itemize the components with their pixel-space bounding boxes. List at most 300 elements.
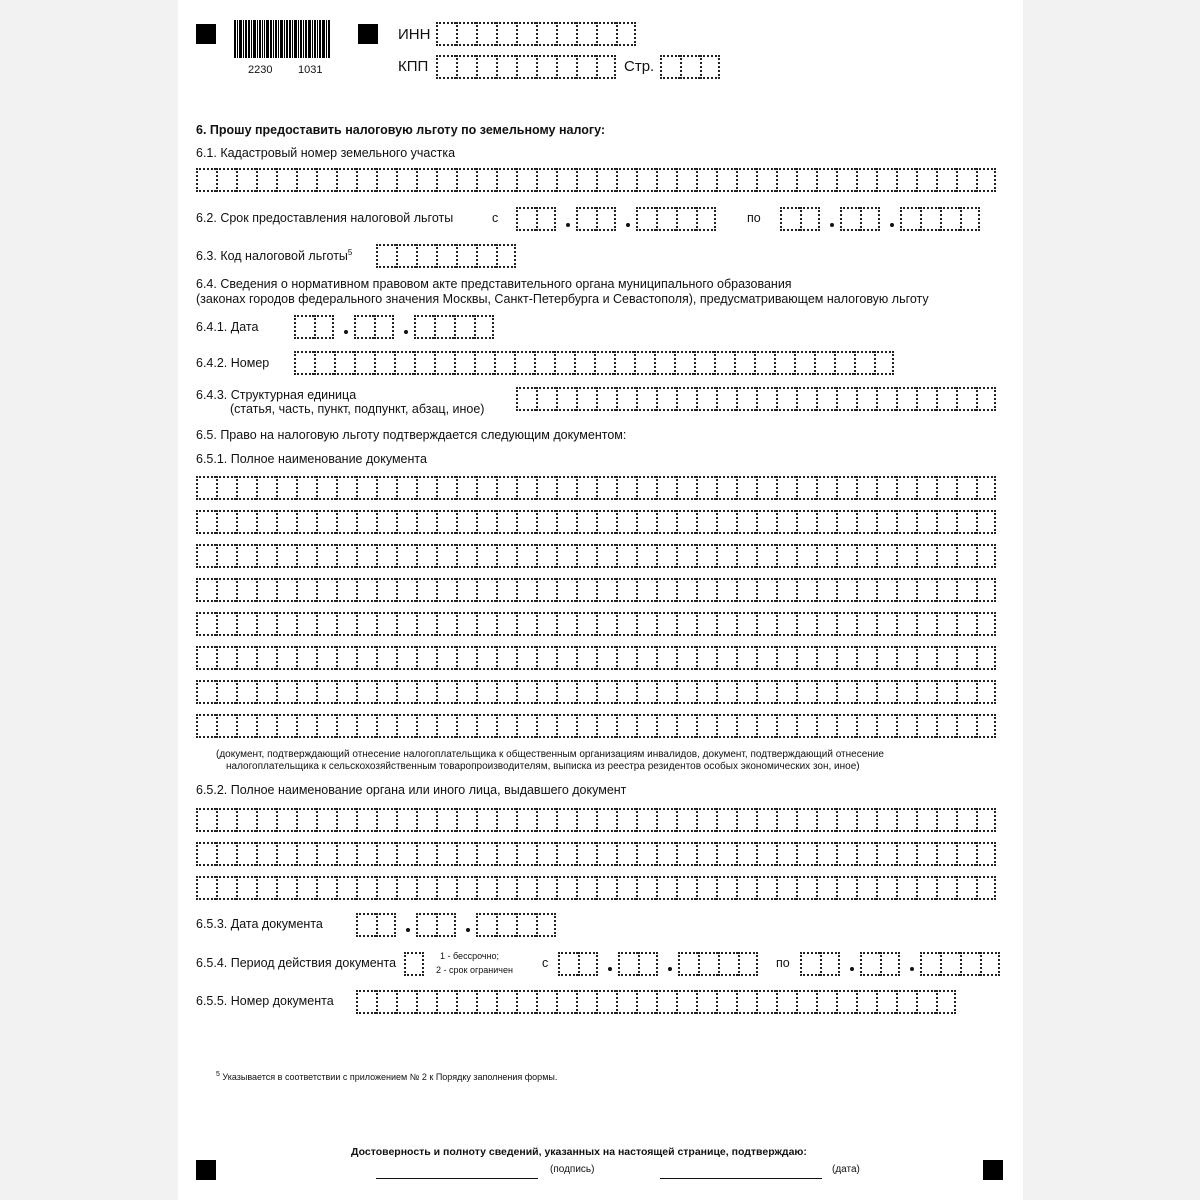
char-cell[interactable] (596, 476, 616, 500)
char-cell[interactable] (336, 646, 356, 670)
char-cell[interactable] (436, 646, 456, 670)
char-cell[interactable] (896, 680, 916, 704)
char-cell[interactable] (736, 646, 756, 670)
char-cell[interactable] (794, 351, 814, 375)
char-cell[interactable] (376, 808, 396, 832)
char-cell[interactable] (976, 612, 996, 636)
char-cell[interactable] (536, 612, 556, 636)
char-cell[interactable] (536, 55, 556, 79)
char-cell[interactable] (696, 544, 716, 568)
char-cell[interactable] (276, 612, 296, 636)
char-cell[interactable] (696, 168, 716, 192)
char-cell[interactable] (976, 646, 996, 670)
char-cell[interactable] (494, 351, 514, 375)
char-cell[interactable] (476, 578, 496, 602)
char-cell[interactable] (656, 876, 676, 900)
issuing-authority-row[interactable] (196, 876, 996, 900)
char-cell[interactable] (876, 544, 896, 568)
char-cell[interactable] (336, 808, 356, 832)
char-cell[interactable] (276, 510, 296, 534)
char-cell[interactable] (416, 913, 436, 937)
char-cell[interactable] (476, 680, 496, 704)
char-cell[interactable] (836, 612, 856, 636)
char-cell[interactable] (676, 680, 696, 704)
char-cell[interactable] (716, 646, 736, 670)
char-cell[interactable] (476, 244, 496, 268)
char-cell[interactable] (334, 351, 354, 375)
char-cell[interactable] (456, 876, 476, 900)
char-cell[interactable] (496, 913, 516, 937)
char-cell[interactable] (796, 387, 816, 411)
char-cell[interactable] (596, 168, 616, 192)
char-cell[interactable] (216, 578, 236, 602)
char-cell[interactable] (836, 842, 856, 866)
char-cell[interactable] (356, 510, 376, 534)
act-number-boxes[interactable] (294, 351, 894, 375)
char-cell[interactable] (536, 646, 556, 670)
char-cell[interactable] (656, 207, 676, 231)
char-cell[interactable] (296, 510, 316, 534)
char-cell[interactable] (816, 510, 836, 534)
char-cell[interactable] (416, 842, 436, 866)
char-cell[interactable] (736, 168, 756, 192)
char-cell[interactable] (496, 680, 516, 704)
char-cell[interactable] (796, 646, 816, 670)
char-cell[interactable] (256, 578, 276, 602)
char-cell[interactable] (936, 876, 956, 900)
char-cell[interactable] (936, 387, 956, 411)
char-cell[interactable] (674, 351, 694, 375)
char-cell[interactable] (276, 714, 296, 738)
char-cell[interactable] (636, 476, 656, 500)
char-cell[interactable] (816, 876, 836, 900)
char-cell[interactable] (956, 476, 976, 500)
char-cell[interactable] (776, 842, 796, 866)
char-cell[interactable] (536, 510, 556, 534)
char-cell[interactable] (916, 476, 936, 500)
char-cell[interactable] (436, 876, 456, 900)
char-cell[interactable] (736, 544, 756, 568)
char-cell[interactable] (776, 990, 796, 1014)
char-cell[interactable] (536, 22, 556, 46)
char-cell[interactable] (556, 22, 576, 46)
char-cell[interactable] (516, 842, 536, 866)
char-cell[interactable] (436, 168, 456, 192)
char-cell[interactable] (896, 808, 916, 832)
char-cell[interactable] (736, 612, 756, 636)
char-cell[interactable] (456, 22, 476, 46)
char-cell[interactable] (534, 351, 554, 375)
char-cell[interactable] (736, 387, 756, 411)
document-name-row[interactable] (196, 544, 996, 568)
char-cell[interactable] (496, 876, 516, 900)
char-cell[interactable] (356, 168, 376, 192)
char-cell[interactable] (516, 55, 536, 79)
char-cell[interactable] (916, 510, 936, 534)
char-cell[interactable] (536, 842, 556, 866)
char-cell[interactable] (656, 612, 676, 636)
char-cell[interactable] (576, 842, 596, 866)
document-name-row[interactable] (196, 714, 996, 738)
char-cell[interactable] (696, 207, 716, 231)
char-cell[interactable] (776, 544, 796, 568)
char-cell[interactable] (256, 842, 276, 866)
char-cell[interactable] (738, 952, 758, 976)
char-cell[interactable] (596, 387, 616, 411)
char-cell[interactable] (836, 714, 856, 738)
char-cell[interactable] (616, 808, 636, 832)
char-cell[interactable] (636, 808, 656, 832)
char-cell[interactable] (414, 315, 434, 339)
char-cell[interactable] (856, 876, 876, 900)
char-cell[interactable] (376, 510, 396, 534)
char-cell[interactable] (936, 990, 956, 1014)
char-cell[interactable] (716, 714, 736, 738)
document-date-year[interactable] (476, 913, 556, 937)
char-cell[interactable] (496, 168, 516, 192)
char-cell[interactable] (896, 168, 916, 192)
char-cell[interactable] (916, 387, 936, 411)
char-cell[interactable] (336, 168, 356, 192)
char-cell[interactable] (676, 646, 696, 670)
char-cell[interactable] (718, 952, 738, 976)
char-cell[interactable] (256, 680, 276, 704)
char-cell[interactable] (696, 510, 716, 534)
char-cell[interactable] (856, 387, 876, 411)
char-cell[interactable] (716, 808, 736, 832)
char-cell[interactable] (956, 578, 976, 602)
char-cell[interactable] (696, 646, 716, 670)
char-cell[interactable] (776, 680, 796, 704)
char-cell[interactable] (916, 808, 936, 832)
char-cell[interactable] (196, 646, 216, 670)
char-cell[interactable] (376, 714, 396, 738)
benefit-term-to-day[interactable] (780, 207, 820, 231)
char-cell[interactable] (394, 351, 414, 375)
char-cell[interactable] (294, 351, 314, 375)
char-cell[interactable] (496, 244, 516, 268)
char-cell[interactable] (776, 808, 796, 832)
char-cell[interactable] (636, 578, 656, 602)
char-cell[interactable] (216, 842, 236, 866)
char-cell[interactable] (836, 510, 856, 534)
char-cell[interactable] (816, 714, 836, 738)
char-cell[interactable] (876, 714, 896, 738)
char-cell[interactable] (236, 168, 256, 192)
char-cell[interactable] (536, 680, 556, 704)
char-cell[interactable] (216, 612, 236, 636)
char-cell[interactable] (796, 476, 816, 500)
char-cell[interactable] (196, 876, 216, 900)
char-cell[interactable] (796, 842, 816, 866)
document-name-row[interactable] (196, 578, 996, 602)
char-cell[interactable] (816, 990, 836, 1014)
char-cell[interactable] (756, 544, 776, 568)
char-cell[interactable] (376, 876, 396, 900)
char-cell[interactable] (376, 990, 396, 1014)
char-cell[interactable] (856, 680, 876, 704)
char-cell[interactable] (596, 22, 616, 46)
char-cell[interactable] (636, 612, 656, 636)
char-cell[interactable] (696, 387, 716, 411)
char-cell[interactable] (516, 510, 536, 534)
char-cell[interactable] (376, 612, 396, 636)
char-cell[interactable] (920, 952, 940, 976)
char-cell[interactable] (976, 578, 996, 602)
char-cell[interactable] (356, 913, 376, 937)
char-cell[interactable] (556, 612, 576, 636)
char-cell[interactable] (656, 808, 676, 832)
char-cell[interactable] (876, 646, 896, 670)
char-cell[interactable] (416, 876, 436, 900)
char-cell[interactable] (596, 714, 616, 738)
char-cell[interactable] (416, 476, 436, 500)
char-cell[interactable] (896, 714, 916, 738)
char-cell[interactable] (936, 714, 956, 738)
benefit-code-boxes[interactable] (376, 244, 516, 268)
char-cell[interactable] (416, 646, 436, 670)
char-cell[interactable] (576, 612, 596, 636)
char-cell[interactable] (496, 476, 516, 500)
char-cell[interactable] (936, 510, 956, 534)
char-cell[interactable] (556, 578, 576, 602)
char-cell[interactable] (476, 990, 496, 1014)
char-cell[interactable] (816, 544, 836, 568)
char-cell[interactable] (196, 544, 216, 568)
char-cell[interactable] (756, 680, 776, 704)
char-cell[interactable] (596, 842, 616, 866)
char-cell[interactable] (454, 351, 474, 375)
char-cell[interactable] (396, 612, 416, 636)
char-cell[interactable] (916, 714, 936, 738)
char-cell[interactable] (756, 842, 776, 866)
char-cell[interactable] (276, 646, 296, 670)
char-cell[interactable] (676, 990, 696, 1014)
char-cell[interactable] (836, 990, 856, 1014)
char-cell[interactable] (936, 168, 956, 192)
char-cell[interactable] (396, 876, 416, 900)
char-cell[interactable] (576, 22, 596, 46)
char-cell[interactable] (716, 680, 736, 704)
char-cell[interactable] (456, 714, 476, 738)
document-name-row[interactable] (196, 646, 996, 670)
char-cell[interactable] (776, 387, 796, 411)
char-cell[interactable] (516, 913, 536, 937)
char-cell[interactable] (836, 808, 856, 832)
char-cell[interactable] (896, 476, 916, 500)
char-cell[interactable] (920, 207, 940, 231)
char-cell[interactable] (236, 646, 256, 670)
char-cell[interactable] (716, 510, 736, 534)
char-cell[interactable] (614, 351, 634, 375)
char-cell[interactable] (536, 168, 556, 192)
char-cell[interactable] (696, 842, 716, 866)
char-cell[interactable] (414, 351, 434, 375)
char-cell[interactable] (496, 544, 516, 568)
char-cell[interactable] (716, 842, 736, 866)
char-cell[interactable] (696, 612, 716, 636)
char-cell[interactable] (536, 913, 556, 937)
char-cell[interactable] (336, 842, 356, 866)
char-cell[interactable] (396, 244, 416, 268)
char-cell[interactable] (276, 476, 296, 500)
char-cell[interactable] (734, 351, 754, 375)
char-cell[interactable] (496, 808, 516, 832)
char-cell[interactable] (756, 612, 776, 636)
char-cell[interactable] (476, 876, 496, 900)
char-cell[interactable] (776, 612, 796, 636)
char-cell[interactable] (874, 351, 894, 375)
char-cell[interactable] (496, 714, 516, 738)
char-cell[interactable] (716, 990, 736, 1014)
char-cell[interactable] (496, 55, 516, 79)
char-cell[interactable] (216, 168, 236, 192)
char-cell[interactable] (816, 168, 836, 192)
char-cell[interactable] (516, 168, 536, 192)
char-cell[interactable] (436, 22, 456, 46)
char-cell[interactable] (736, 876, 756, 900)
char-cell[interactable] (236, 612, 256, 636)
document-period-to-day[interactable] (800, 952, 840, 976)
char-cell[interactable] (596, 510, 616, 534)
document-date-day[interactable] (356, 913, 396, 937)
char-cell[interactable] (676, 476, 696, 500)
char-cell[interactable] (616, 680, 636, 704)
char-cell[interactable] (616, 578, 636, 602)
benefit-term-from-day[interactable] (516, 207, 556, 231)
char-cell[interactable] (716, 476, 736, 500)
char-cell[interactable] (256, 876, 276, 900)
char-cell[interactable] (694, 351, 714, 375)
char-cell[interactable] (216, 808, 236, 832)
char-cell[interactable] (336, 612, 356, 636)
char-cell[interactable] (436, 680, 456, 704)
char-cell[interactable] (236, 808, 256, 832)
char-cell[interactable] (536, 387, 556, 411)
char-cell[interactable] (356, 646, 376, 670)
char-cell[interactable] (336, 544, 356, 568)
char-cell[interactable] (316, 842, 336, 866)
char-cell[interactable] (296, 612, 316, 636)
char-cell[interactable] (616, 22, 636, 46)
char-cell[interactable] (578, 952, 598, 976)
char-cell[interactable] (816, 808, 836, 832)
char-cell[interactable] (556, 168, 576, 192)
char-cell[interactable] (676, 876, 696, 900)
char-cell[interactable] (896, 578, 916, 602)
char-cell[interactable] (376, 680, 396, 704)
char-cell[interactable] (416, 510, 436, 534)
char-cell[interactable] (956, 544, 976, 568)
document-name-row[interactable] (196, 476, 996, 500)
char-cell[interactable] (396, 476, 416, 500)
char-cell[interactable] (636, 714, 656, 738)
document-period-from-year[interactable] (678, 952, 758, 976)
char-cell[interactable] (296, 680, 316, 704)
signature-line[interactable] (376, 1178, 538, 1179)
char-cell[interactable] (876, 612, 896, 636)
char-cell[interactable] (376, 842, 396, 866)
char-cell[interactable] (296, 842, 316, 866)
char-cell[interactable] (736, 680, 756, 704)
char-cell[interactable] (796, 876, 816, 900)
char-cell[interactable] (596, 680, 616, 704)
char-cell[interactable] (474, 315, 494, 339)
char-cell[interactable] (196, 714, 216, 738)
char-cell[interactable] (876, 168, 896, 192)
char-cell[interactable] (736, 808, 756, 832)
char-cell[interactable] (916, 612, 936, 636)
char-cell[interactable] (516, 578, 536, 602)
char-cell[interactable] (736, 714, 756, 738)
char-cell[interactable] (236, 544, 256, 568)
benefit-term-from-year[interactable] (636, 207, 716, 231)
inn-boxes[interactable] (436, 22, 636, 46)
char-cell[interactable] (940, 952, 960, 976)
char-cell[interactable] (796, 808, 816, 832)
char-cell[interactable] (196, 808, 216, 832)
char-cell[interactable] (960, 952, 980, 976)
char-cell[interactable] (700, 55, 720, 79)
char-cell[interactable] (896, 842, 916, 866)
char-cell[interactable] (736, 842, 756, 866)
char-cell[interactable] (836, 544, 856, 568)
char-cell[interactable] (396, 842, 416, 866)
date-line[interactable] (660, 1178, 822, 1179)
char-cell[interactable] (496, 510, 516, 534)
char-cell[interactable] (956, 876, 976, 900)
char-cell[interactable] (316, 476, 336, 500)
page-number-boxes[interactable] (660, 55, 720, 79)
char-cell[interactable] (476, 55, 496, 79)
char-cell[interactable] (356, 808, 376, 832)
char-cell[interactable] (876, 510, 896, 534)
char-cell[interactable] (476, 612, 496, 636)
char-cell[interactable] (656, 990, 676, 1014)
char-cell[interactable] (416, 578, 436, 602)
document-period-to-year[interactable] (920, 952, 1000, 976)
char-cell[interactable] (456, 578, 476, 602)
char-cell[interactable] (856, 578, 876, 602)
char-cell[interactable] (416, 990, 436, 1014)
cadastral-number-boxes[interactable] (196, 168, 996, 192)
char-cell[interactable] (516, 612, 536, 636)
char-cell[interactable] (976, 808, 996, 832)
char-cell[interactable] (596, 646, 616, 670)
char-cell[interactable] (536, 990, 556, 1014)
document-period-to-month[interactable] (860, 952, 900, 976)
char-cell[interactable] (616, 168, 636, 192)
char-cell[interactable] (556, 646, 576, 670)
char-cell[interactable] (940, 207, 960, 231)
char-cell[interactable] (756, 876, 776, 900)
char-cell[interactable] (376, 244, 396, 268)
char-cell[interactable] (716, 612, 736, 636)
char-cell[interactable] (376, 646, 396, 670)
char-cell[interactable] (196, 612, 216, 636)
char-cell[interactable] (256, 714, 276, 738)
char-cell[interactable] (354, 315, 374, 339)
char-cell[interactable] (456, 476, 476, 500)
char-cell[interactable] (676, 578, 696, 602)
char-cell[interactable] (276, 876, 296, 900)
char-cell[interactable] (816, 842, 836, 866)
char-cell[interactable] (596, 612, 616, 636)
char-cell[interactable] (294, 315, 314, 339)
char-cell[interactable] (876, 680, 896, 704)
char-cell[interactable] (236, 680, 256, 704)
char-cell[interactable] (536, 578, 556, 602)
